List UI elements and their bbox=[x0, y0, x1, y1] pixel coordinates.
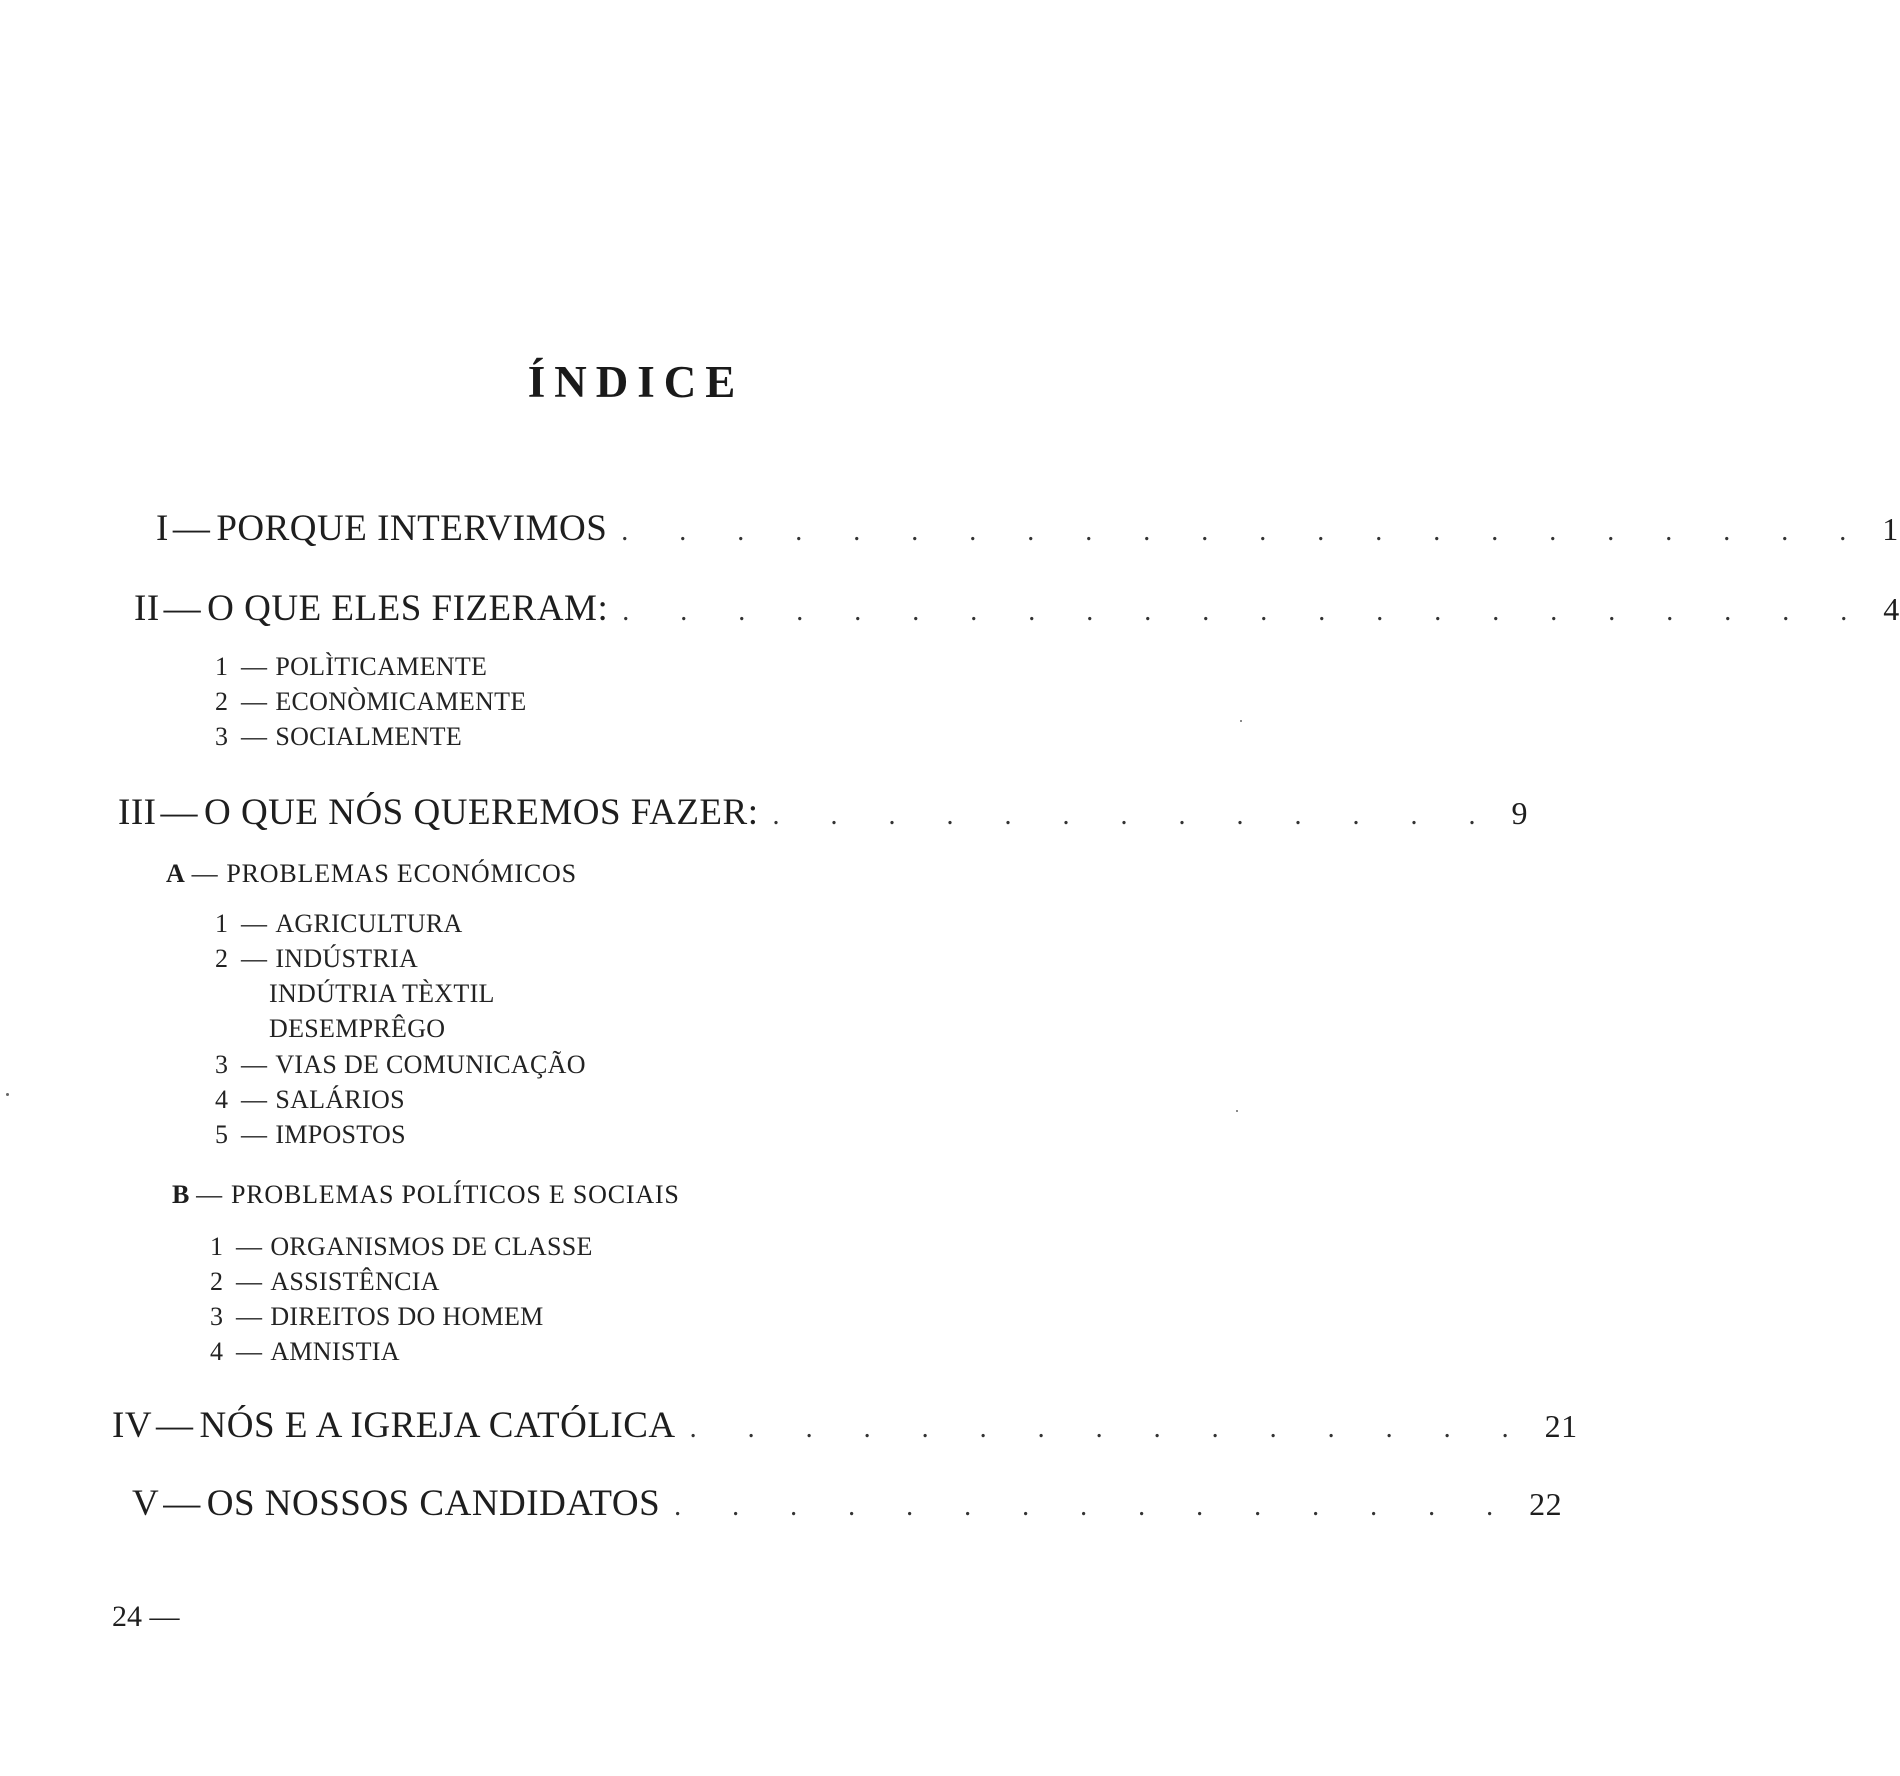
entry-label: O QUE NÓS QUEREMOS FAZER: bbox=[203, 792, 759, 833]
entry-numeral: I bbox=[156, 508, 169, 549]
entry-page-number: 4 bbox=[1883, 591, 1900, 627]
sub-item bbox=[215, 1085, 405, 1115]
sub-item bbox=[215, 652, 487, 682]
sub-item bbox=[210, 1267, 440, 1297]
sub-item-label: AMNISTIA bbox=[270, 1337, 400, 1366]
sub-item-label: IMPOSTOS bbox=[275, 1120, 406, 1149]
sub-item bbox=[210, 1232, 593, 1262]
scan-speck bbox=[1236, 1110, 1238, 1112]
sub-item-label: INDÚTRIA TÈXTIL bbox=[269, 979, 495, 1008]
toc-entry-4 bbox=[112, 1404, 1578, 1454]
sub-item-label: INDÚSTRIA bbox=[275, 944, 419, 973]
sub-item-dash: — bbox=[236, 1337, 263, 1366]
entry-dash: — bbox=[156, 1405, 194, 1446]
sub-item bbox=[215, 1050, 586, 1080]
sub-item-dash: — bbox=[241, 1050, 268, 1079]
sub-item-number: 2 bbox=[215, 687, 229, 716]
scan-speck bbox=[6, 1093, 9, 1096]
page-title: ÍNDICE bbox=[527, 357, 745, 407]
sub-item-number: 3 bbox=[215, 722, 229, 751]
dot-leader: . . . . . . . . . . . . . . . . . . . . . . bbox=[622, 596, 1870, 627]
sub-item-number: 3 bbox=[215, 1050, 229, 1079]
sub-item-label: SOCIALMENTE bbox=[275, 722, 463, 751]
sub-item-continuation bbox=[269, 1014, 445, 1044]
entry-dash: — bbox=[163, 1483, 201, 1524]
sub-item bbox=[215, 909, 463, 939]
sub-item-number: 1 bbox=[210, 1232, 224, 1261]
toc-entry-5 bbox=[132, 1482, 1563, 1532]
sub-item bbox=[210, 1302, 544, 1332]
sub-item-dash: — bbox=[236, 1232, 263, 1261]
sub-item bbox=[210, 1337, 400, 1367]
sub-item-number: 3 bbox=[210, 1302, 224, 1331]
sub-item-label: ORGANISMOS DE CLASSE bbox=[270, 1232, 593, 1261]
toc-entry-1 bbox=[156, 507, 1899, 557]
sub-item-label: DIREITOS DO HOMEM bbox=[270, 1302, 544, 1331]
sub-item-label: VIAS DE COMUNICAÇÃO bbox=[275, 1050, 586, 1079]
group-letter: A bbox=[166, 859, 186, 888]
entry-label: O QUE ELES FIZERAM: bbox=[207, 588, 609, 629]
entry-numeral: II bbox=[134, 588, 160, 629]
sub-item-label: AGRICULTURA bbox=[275, 909, 463, 938]
sub-item-continuation bbox=[269, 979, 495, 1009]
sub-item-dash: — bbox=[241, 1120, 268, 1149]
group-letter: B bbox=[172, 1180, 191, 1209]
group-heading-b bbox=[172, 1180, 680, 1210]
toc-entry-2 bbox=[134, 587, 1900, 637]
sub-item-number: 1 bbox=[215, 652, 229, 681]
sub-item-dash: — bbox=[236, 1302, 263, 1331]
group-heading-a bbox=[166, 859, 577, 889]
entry-label: NÓS E A IGREJA CATÓLICA bbox=[199, 1405, 676, 1446]
entry-page-number: 1 bbox=[1882, 511, 1899, 547]
sub-item-dash: — bbox=[241, 944, 268, 973]
sub-item-number: 2 bbox=[215, 944, 229, 973]
group-dash: — bbox=[196, 1180, 223, 1209]
sub-item bbox=[215, 722, 462, 752]
toc-entry-3 bbox=[118, 791, 1528, 841]
entry-numeral: IV bbox=[112, 1405, 153, 1446]
sub-item-dash: — bbox=[236, 1267, 263, 1296]
dot-leader: . . . . . . . . . . . . . . . . . . . . . . bbox=[621, 516, 1869, 547]
sub-item-dash: — bbox=[241, 652, 268, 681]
entry-label: OS NOSSOS CANDIDATOS bbox=[206, 1483, 661, 1524]
dot-leader: . . . . . . . . . . . . . . . bbox=[674, 1491, 1516, 1522]
scan-speck bbox=[1240, 720, 1242, 722]
entry-label: PORQUE INTERVIMOS bbox=[216, 508, 608, 549]
entry-page-number: 22 bbox=[1529, 1486, 1563, 1522]
sub-item-number: 1 bbox=[215, 909, 229, 938]
entry-page-number: 9 bbox=[1511, 795, 1528, 831]
sub-item bbox=[215, 1120, 406, 1150]
sub-item-label: DESEMPRÊGO bbox=[269, 1014, 446, 1043]
sub-item-dash: — bbox=[241, 722, 268, 751]
entry-dash: — bbox=[163, 588, 202, 629]
dot-leader: . . . . . . . . . . . . . . . bbox=[689, 1413, 1531, 1444]
sub-item-label: SALÁRIOS bbox=[275, 1085, 405, 1114]
group-label: PROBLEMAS POLÍTICOS E SOCIAIS bbox=[230, 1180, 680, 1209]
sub-item-label: ECONÒMICAMENTE bbox=[275, 687, 527, 716]
entry-dash: — bbox=[160, 792, 198, 833]
entry-page-number: 21 bbox=[1544, 1408, 1578, 1444]
entry-dash: — bbox=[172, 508, 211, 549]
sub-item bbox=[215, 687, 527, 717]
sub-item-number: 5 bbox=[215, 1120, 229, 1149]
group-label: PROBLEMAS ECONÓMICOS bbox=[226, 859, 577, 888]
sub-item-number: 2 bbox=[210, 1267, 224, 1296]
sub-item-dash: — bbox=[241, 1085, 268, 1114]
sub-item-label: ASSISTÊNCIA bbox=[270, 1267, 440, 1296]
sub-item-number: 4 bbox=[210, 1337, 224, 1366]
sub-item-label: POLÌTICAMENTE bbox=[275, 652, 488, 681]
entry-numeral: III bbox=[118, 792, 157, 833]
dot-leader: . . . . . . . . . . . . . bbox=[772, 800, 1498, 831]
entry-numeral: V bbox=[132, 1483, 160, 1524]
sub-item-dash: — bbox=[241, 687, 268, 716]
sub-item bbox=[215, 944, 418, 974]
sub-item-dash: — bbox=[241, 909, 268, 938]
group-dash: — bbox=[191, 859, 219, 888]
sub-item-number: 4 bbox=[215, 1085, 229, 1114]
footer-page-number: 24 — bbox=[112, 1600, 180, 1633]
